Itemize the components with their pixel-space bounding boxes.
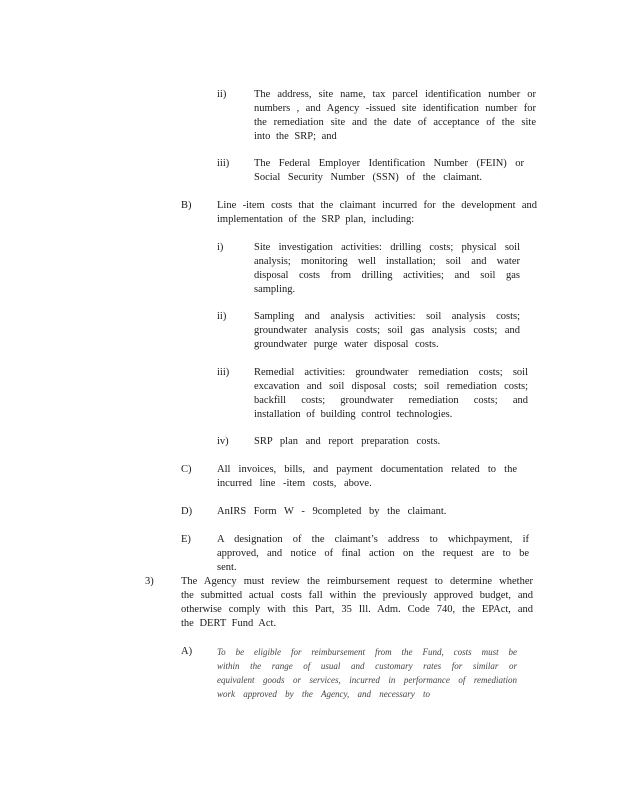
item-text: Sampling and analysis activities: soil analysis costs; groundwater analysis costs; soil gas analysis costs; and groundwater purge water disposal costs. [254, 311, 520, 350]
item-text: The Agency must review the reimbursement request to determine whether the submitted actual costs fall within the previously approved budget, and otherwise comply with this Part, 35 Ill. Adm. Code 740, the EPAct, and the DERT Fund Act. [181, 576, 533, 629]
item-text: SRP plan and report preparation costs. [254, 436, 441, 447]
item-label: E) [181, 534, 191, 545]
item-text: A designation of the claimant’s address to whichpayment, if approved, and notice of final action on the request are to be sent. [217, 534, 529, 573]
item-text: Remedial activities: groundwater remediation costs; soil excavation and soil disposal costs; soil remediation costs; backfill costs; groundwater remediation costs; and installation of building control technologies. [254, 367, 528, 420]
item-text: Line -item costs that the claimant incurred for the development and implementation of the SRP plan, including: [217, 200, 537, 225]
item-text: All invoices, bills, and payment documentation related to the incurred line -item costs, above. [217, 464, 517, 489]
item-label: ii) [217, 311, 227, 322]
item-label: D) [181, 506, 193, 517]
item-text: AnIRS Form W - 9completed by the claimant. [217, 506, 447, 517]
item-label: i) [217, 242, 224, 253]
item-label: B) [181, 200, 192, 211]
item-label: 3) [145, 576, 154, 587]
item-label: ii) [217, 89, 227, 100]
item-label: iv) [217, 436, 229, 447]
item-text: Site investigation activities: drilling costs; physical soil analysis; monitoring well installation; soil and water disposal costs from drilling activities; and soil gas sampling. [254, 242, 520, 295]
item-text: The Federal Employer Identification Number (FEIN) or Social Security Number (SSN) of the claimant. [254, 158, 524, 183]
item-label: iii) [217, 158, 230, 169]
item-text-italic: To be eligible for reimbursement from the Fund, costs must be within the range of usual and customary rates for similar or equivalent goods or services, incurred in performance of remediation work approved by the Agency, and necessary to [217, 647, 517, 699]
item-label: C) [181, 464, 192, 475]
item-label: iii) [217, 367, 230, 378]
item-text: The address, site name, tax parcel identification number or numbers , and Agency -issued site identification number for the remediation site and the date of acceptance of the site into the SRP; and [254, 89, 536, 142]
item-label: A) [181, 646, 193, 657]
